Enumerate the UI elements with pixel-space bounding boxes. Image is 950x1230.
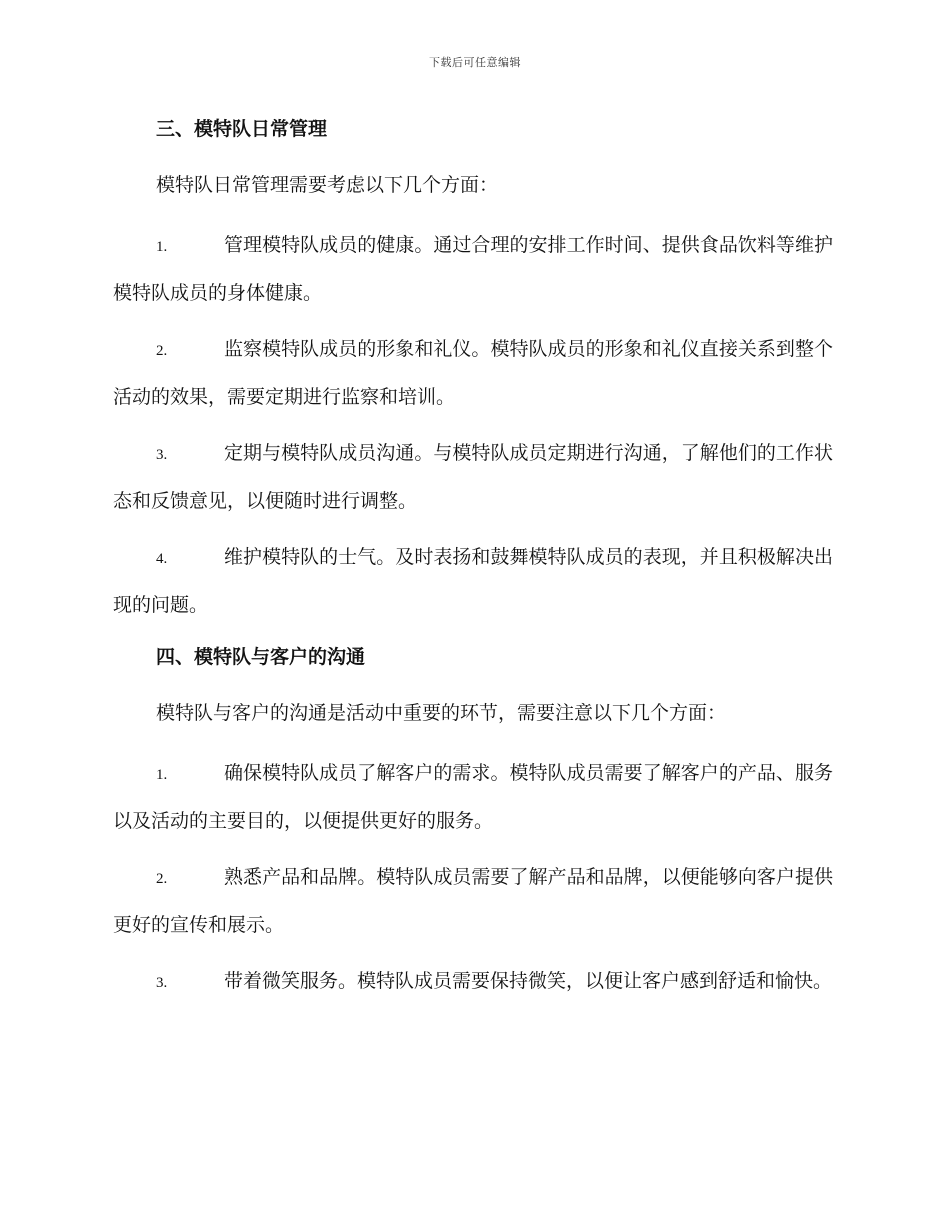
list-item-number: 3. xyxy=(156,447,168,463)
list-item-text: 确保模特队成员了解客户的需求。模特队成员需要了解客户的产品、服务以及活动的主要目的，以便提供更好的服务。 xyxy=(113,762,833,832)
header-note: 下载后可任意编辑 xyxy=(429,56,521,69)
list-item xyxy=(113,750,833,844)
list-item xyxy=(113,534,833,628)
list-item-number: 1. xyxy=(156,767,168,783)
list-item-number: 2. xyxy=(156,343,168,359)
list-item xyxy=(113,854,833,948)
list-item-text: 管理模特队成员的健康。通过合理的安排工作时间、提供食品饮料等维护模特队成员的身体健康。 xyxy=(113,234,833,304)
list-item-number: 3. xyxy=(156,975,168,991)
list-item-number: 2. xyxy=(156,871,168,887)
list-item-text: 带着微笑服务。模特队成员需要保持微笑，以便让客户感到舒适和愉快。 xyxy=(224,970,833,992)
list-item-text: 定期与模特队成员沟通。与模特队成员定期进行沟通，了解他们的工作状态和反馈意见，以便随时进行调整。 xyxy=(113,442,833,512)
list-item xyxy=(113,430,833,524)
list-item-text: 维护模特队的士气。及时表扬和鼓舞模特队成员的表现，并且积极解决出现的问题。 xyxy=(113,546,833,616)
list-item-text: 熟悉产品和品牌。模特队成员需要了解产品和品牌，以便能够向客户提供更好的宣传和展示。 xyxy=(113,866,833,936)
list-item xyxy=(113,958,833,1006)
list-item-text: 监察模特队成员的形象和礼仪。模特队成员的形象和礼仪直接关系到整个活动的效果，需要定期进行监察和培训。 xyxy=(113,338,833,408)
section-intro: 模特队与客户的沟通是活动中重要的环节，需要注意以下几个方面： xyxy=(156,702,727,724)
list-item xyxy=(113,326,833,420)
list-item-number: 4. xyxy=(156,551,168,567)
list-item-number: 1. xyxy=(156,239,168,255)
section-heading: 四、模特队与客户的沟通 xyxy=(156,646,366,668)
list-item xyxy=(113,222,833,316)
section-intro: 模特队日常管理需要考虑以下几个方面： xyxy=(156,174,499,196)
section-heading: 三、模特队日常管理 xyxy=(156,118,328,140)
document-body xyxy=(113,110,833,1016)
